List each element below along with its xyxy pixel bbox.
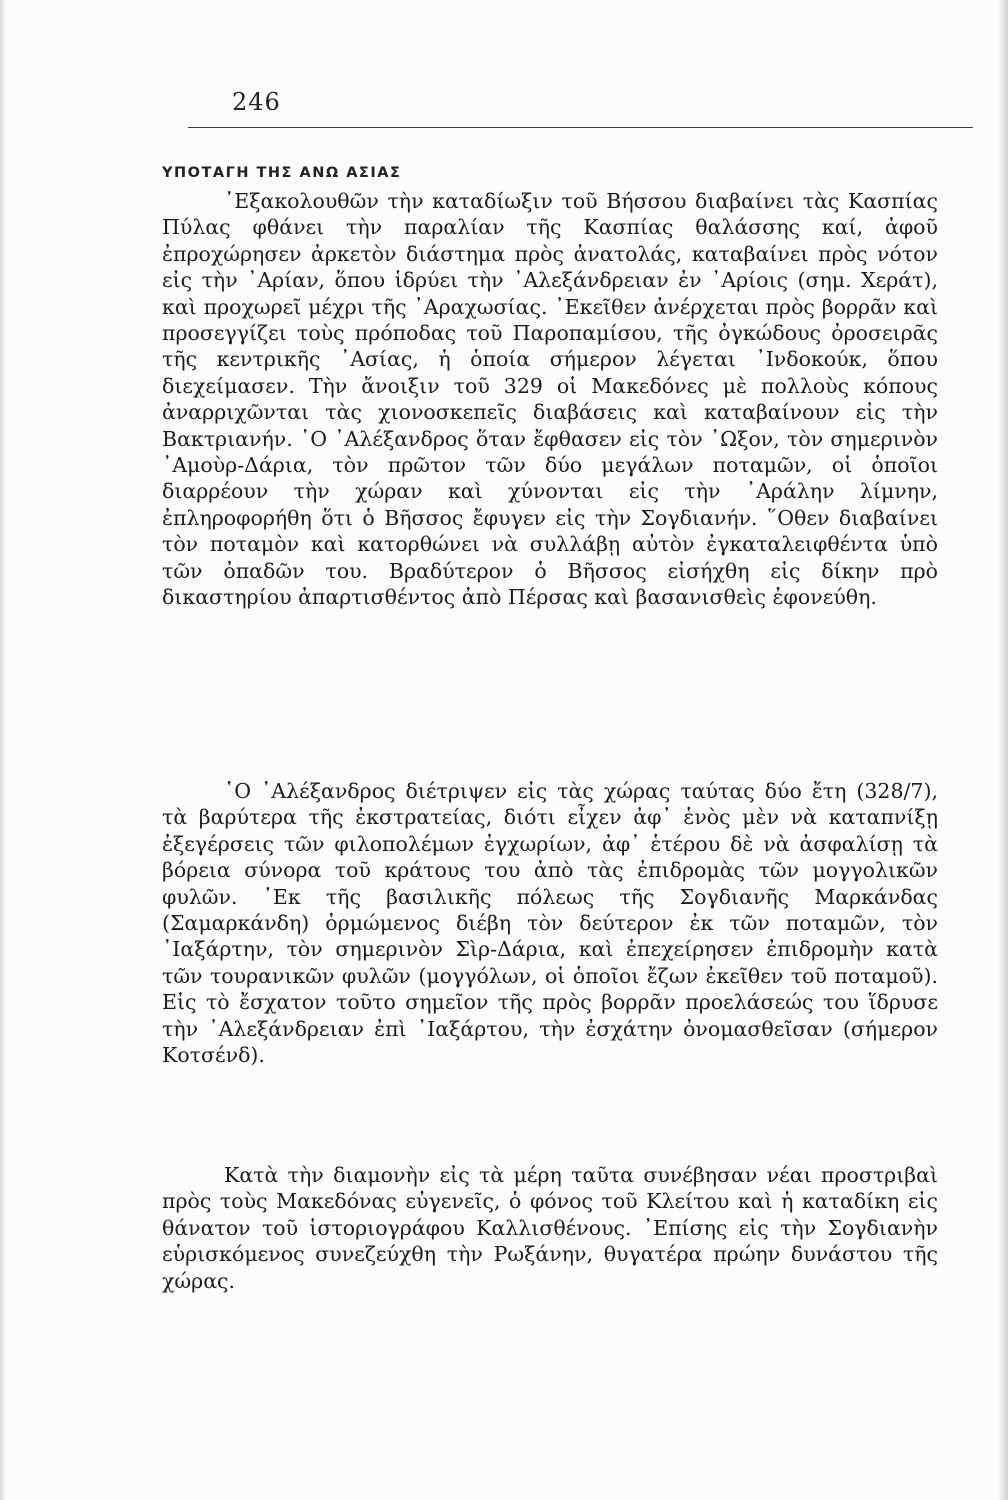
- paragraph: ῾Ο ᾿Αλέξανδρος διέτριψεν εἰς τὰς χώρας ταύτας δύο ἔτη (328/7), τὰ βαρύτερα τῆς ἐκστρατείας, διότι εἶχεν ἀφ᾿ ἑνὸς μὲν νὰ καταπνίξῃ ἐξεγέρσεις τῶν φιλοπολέμων ἐγχωρίων, ἀφ᾿ ἑτέρου δὲ νὰ ἀσφαλίσῃ τὰ βόρεια σύνορα τοῦ κράτους του ἀπὸ τὰς ἐπιδρομὰς τῶν μογγολικῶν φυλῶν. ᾿Εκ τῆς βασιλικῆς πόλεως τῆς Σογδιανῆς Μαρκάνδας (Σαμαρκάνδη) ὁρμώμενος διέβη τὸν δεύτερον ἐκ τῶν ποταμῶν, τὸν ᾿Ιαξάρτην, τὸν σημερινὸν Σὶρ-Δάρια, καὶ ἐπεχείρησεν ἐπιδρομὴν κατὰ τῶν τουρανικῶν φυλῶν (μογγόλων, οἱ ὁποῖοι ἔζων ἐκεῖθεν τοῦ ποταμοῦ). Εἰς τὸ ἔσχατον τοῦτο σημεῖον τῆς πρὸς βορρᾶν προελάσεώς του ἵδρυσε τὴν ᾿Αλεξάνδρειαν ἐπὶ ᾿Ιαξάρτου, τὴν ἐσχάτην ὀνομασθεῖσαν (σήμερον Κοτσένδ).: [162, 779, 938, 1068]
- paragraph-block-1: [162, 188, 938, 611]
- section-heading: ΥΠΟΤΑΓΗ ΤΗΣ ΑΝΩ ΑΣΙΑΣ: [162, 165, 402, 181]
- page-left-edge-shadow: [0, 0, 6, 1500]
- paragraph: Κατὰ τὴν διαμονὴν εἰς τὰ μέρη ταῦτα συνέβησαν νέαι προστριβαὶ πρὸς τοὺς Μακεδόνας εὐγενεῖς, ὁ φόνος τοῦ Κλείτου καὶ ἡ καταδίκη εἰς θάνατον τοῦ ἱστοριογράφου Καλλισθένους. ᾿Επίσης εἰς τὴν Σογδιανὴν εὑρισκόμενος συνεζεύχθη τὴν Ρωξάνην, θυγατέρα πρώην δυνάστου τῆς χώρας.: [162, 1163, 938, 1293]
- paragraph: ᾿Εξακολουθῶν τὴν καταδίωξιν τοῦ Βήσσου διαβαίνει τὰς Κασπίας Πύλας φθάνει τὴν παραλίαν τῆς Κασπίας θαλάσσης καί, ἀφοῦ ἐπροχώρησεν ἀρκετὸν διάστημα πρὸς ἀνατολάς, καταβαίνει πρὸς νότον εἰς τὴν ᾿Αρίαν, ὅπου ἱδρύει τὴν ᾿Αλεξάνδρειαν ἐν ᾿Αρίοις (σημ. Χεράτ), καὶ προχωρεῖ μέχρι τῆς ᾿Αραχωσίας. ᾿Εκεῖθεν ἀνέρχεται πρὸς βορρᾶν καὶ προσεγγίζει τοὺς πρόποδας τοῦ Παροπαμίσου, τῆς ὀγκώδους ὀροσειρᾶς τῆς κεντρικῆς ᾿Ασίας, ἡ ὁποία σήμερον λέγεται ᾿Ινδοκούκ, ὅπου διεχείμασεν. Τὴν ἄνοιξιν τοῦ 329 οἱ Μακεδόνες μὲ πολλοὺς κόπους ἀναρριχῶνται τὰς χιονοσκεπεῖς διαβάσεις καὶ καταβαίνουν εἰς τὴν Βακτριανήν. ῾Ο ᾿Αλέξανδρος ὅταν ἔφθασεν εἰς τὸν ᾿Ωξον, τὸν σημερινὸν ᾿Αμοὺρ-Δάρια, τὸν πρῶτον τῶν δύο μεγάλων ποταμῶν, οἱ ὁποῖοι διαρρέουν τὴν χώραν καὶ χύνονται εἰς τὴν ᾿Αράλην λίμνην, ἐπληροφορήθη ὅτι ὁ Βῆσσος ἔφυγεν εἰς τὴν Σογδιανήν. ῞Οθεν διαβαίνει τὸν ποταμὸν καὶ κατορθώνει νὰ συλλάβῃ αὐτὸν ἐγκαταλειφθέντα ὑπὸ τῶν ὀπαδῶν του. Βραδύτερον ὁ Βῆσσος εἰσήχθη εἰς δίκην πρὸ δικαστηρίου ἀπαρτισθέντος ἀπὸ Πέρσας καὶ βασανισθεὶς ἐφονεύθη.: [162, 189, 938, 610]
- page-number: 246: [232, 88, 281, 116]
- paragraph-block-3: [162, 1162, 938, 1294]
- page-right-edge-shadow: [998, 0, 1008, 1500]
- header-rule: [188, 127, 973, 128]
- paragraph-block-2: [162, 778, 938, 1068]
